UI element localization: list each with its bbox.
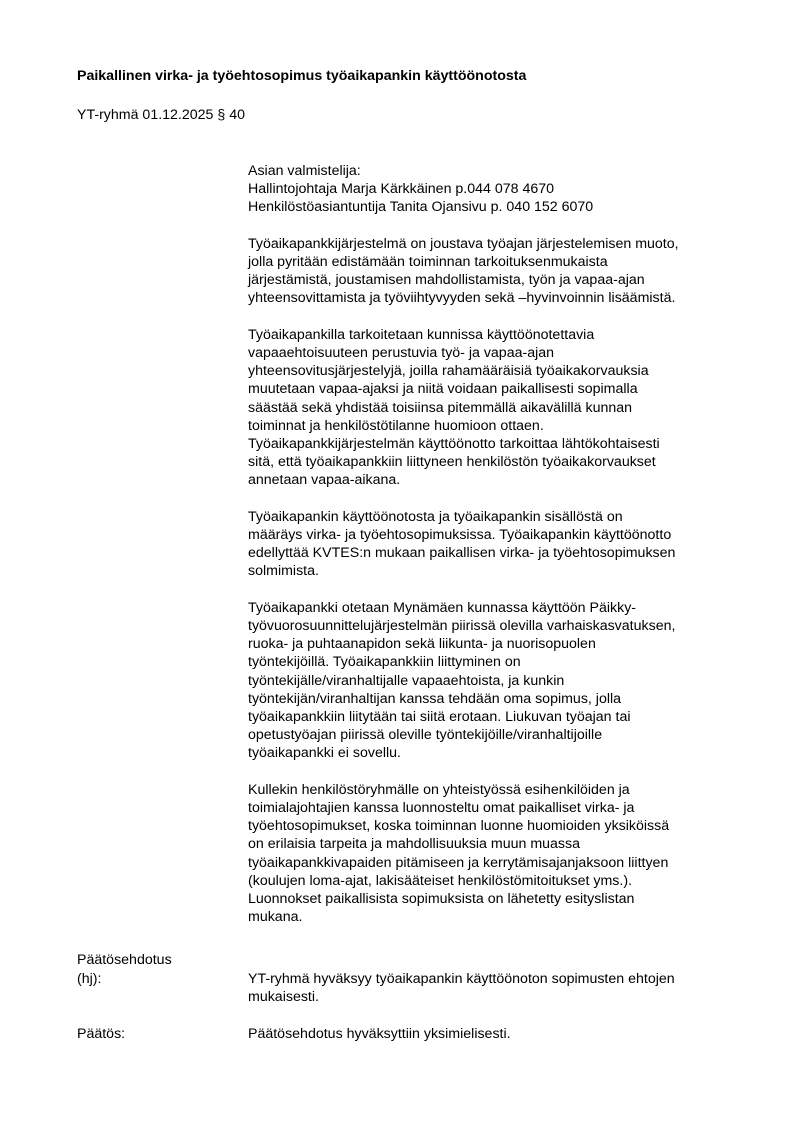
paragraph-line: yhteensovittamista ja työviihtyvyyden sekä –hyvinvoinnin lisäämistä.	[248, 290, 676, 307]
paragraph-line: mukana.	[248, 909, 303, 926]
paragraph-2	[248, 326, 748, 490]
paragraph-line: Työaikapankkijärjestelmä on joustava työajan järjestelemisen muoto,	[248, 235, 679, 252]
preparer-heading: Asian valmistelija:	[248, 163, 361, 179]
paragraph-line: opetustyöajan piirissä oleville työntekijöille/viranhaltijoille	[248, 727, 603, 744]
paragraph-line: Työaikapankkijärjestelmän käyttöönotto tarkoittaa lähtökohtaisesti	[248, 436, 660, 453]
paragraph-line: Työaikapankin käyttöönotosta ja työaikapankin sisällöstä on	[248, 508, 623, 525]
decision-label: Päätös:	[77, 1026, 126, 1042]
paragraph-line: työntekijän/viranhaltijan kanssa tehdään oma sopimus, jolla	[248, 690, 622, 707]
paragraph-line: (koulujen loma-ajat, lakisääteiset henkilöstömitoitukset yms.).	[248, 872, 633, 889]
paragraph-line: annetaan vapaa-aikana.	[248, 472, 401, 489]
paragraph-line: muutetaan vapaa-ajaksi ja niitä voidaan paikallisesti sopimalla	[248, 381, 638, 398]
paragraph-line: työehtosopimukset, koska toiminnan luonne huomioiden yksiköissä	[248, 818, 670, 835]
paragraph-4	[248, 599, 748, 763]
paragraph-line: edellyttää KVTES:n mukaan paikallisen virka- ja työehtosopimuksen	[248, 545, 676, 562]
paragraph-line: Työaikapankki otetaan Mynämäen kunnassa käyttöön Päikky-	[248, 599, 637, 616]
paragraph-line: työaikapankkivapaiden pitämiseen ja kerrytämisajanjaksoon liittyen	[248, 854, 669, 871]
paragraph-line: työaikapankki ei sovellu.	[248, 745, 401, 762]
paragraph-line: Luonnokset paikallisista sopimuksista on lähetetty esityslistan	[248, 891, 635, 908]
document-body	[248, 162, 748, 945]
preparer-line: Hallintojohtaja Marja Kärkkäinen p.044 078 4670	[248, 181, 555, 198]
paragraph-line: vapaaehtoisuuteen perustuvia työ- ja vapaa-ajan	[248, 345, 555, 361]
paragraph-1	[248, 235, 748, 308]
paragraph-line: työaikapankkiin liitytään tai siitä erotaan. Liukuvan työajan tai	[248, 709, 631, 726]
document-title: Paikallinen virka- ja työehtosopimus työaikapankin käyttöönotosta	[77, 68, 527, 84]
paragraph-line: järjestämistä, joustamisen mahdollistamista, työn ja vapaa-ajan	[248, 272, 645, 289]
meeting-reference: YT-ryhmä 01.12.2025 § 40	[77, 107, 245, 123]
paragraph-line: määräys virka- ja työehtosopimuksissa. Työaikapankin käyttöönotto	[248, 527, 672, 544]
paragraph-line: työvuorosuunnittelujärjestelmän piirissä olevilla varhaiskasvatuksen,	[248, 618, 676, 635]
paragraph-line: työntekijöillä. Työaikapankkiin liittyminen on	[248, 654, 521, 671]
proposal-label-suffix: (hj):	[77, 971, 102, 987]
paragraph-line: toimialajohtajien kanssa luonnosteltu omat paikalliset virka- ja	[248, 800, 635, 817]
paragraph-line: ruoka- ja puhtaanapidon sekä liikunta- ja nuorisopuolen	[248, 636, 596, 653]
paragraph-line: solmimista.	[248, 563, 319, 580]
paragraph-line: sitä, että työaikapankkiin liittyneen henkilöstön työaikakorvaukset	[248, 454, 656, 471]
paragraph-line: säästää sekä yhdistää toisiinsa pitemmällä aikavälillä kunnan	[248, 399, 633, 416]
paragraph-line: jolla pyritään edistämään toiminnan tarkoituksenmukaista	[248, 254, 608, 270]
paragraph-line: Työaikapankilla tarkoitetaan kunnissa käyttöönotettavia	[248, 326, 595, 343]
paragraph-5	[248, 781, 748, 927]
preparers-block	[248, 162, 748, 217]
paragraph-line: Kullekin henkilöstöryhmälle on yhteistyössä esihenkilöiden ja	[248, 781, 630, 798]
paragraph-line: on erilaisia tarpeita ja mahdollisuuksia muun muassa	[248, 836, 580, 853]
paragraph-line: toiminnat ja henkilöstötilanne huomioon ottaen.	[248, 417, 544, 434]
proposal-label: Päätösehdotus	[77, 952, 172, 968]
paragraph-line: työntekijälle/viranhaltijalle vapaaehtoista, ja kunkin	[248, 672, 565, 689]
proposal-text: YT-ryhmä hyväksyy työaikapankin käyttöönoton sopimusten ehtojen	[248, 971, 675, 987]
paragraph-3	[248, 508, 748, 581]
preparer-line: Henkilöstöasiantuntija Tanita Ojansivu p. 040 152 6070	[248, 199, 594, 216]
decision-text: Päätösehdotus hyväksyttiin yksimielisesti.	[248, 1026, 511, 1042]
paragraph-line: yhteensovitusjärjestelyjä, joilla rahamääräisiä työaikakorvauksia	[248, 363, 649, 380]
proposal-text-cont: mukaisesti.	[248, 989, 319, 1005]
